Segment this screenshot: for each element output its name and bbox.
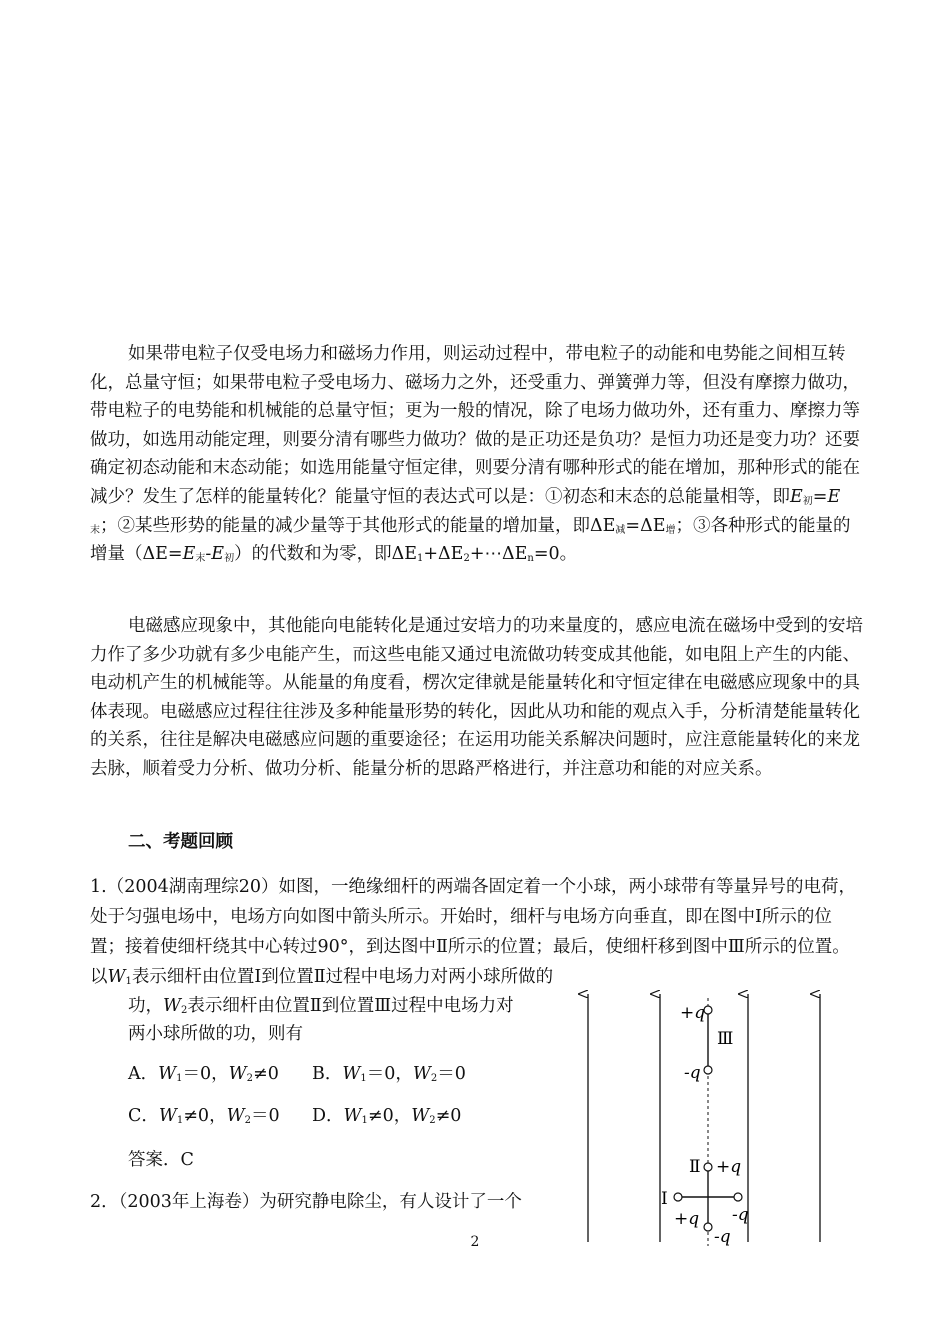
electric-field-figure xyxy=(570,990,850,1250)
charge-negative xyxy=(704,1066,712,1074)
var-sub: 2 xyxy=(429,1115,436,1126)
option-rel: ＝0， xyxy=(182,1064,229,1084)
var-sub: 2 xyxy=(181,1005,188,1016)
eq-sub: n xyxy=(527,553,534,565)
eq-delta-e: +⋯ΔE xyxy=(469,544,528,565)
eq-op: = xyxy=(625,515,641,536)
eq-tail: =0。 xyxy=(533,544,578,565)
eq-e: E xyxy=(827,486,841,507)
var-w: W xyxy=(342,1064,361,1084)
eq-delta-e: +ΔE xyxy=(423,544,464,565)
charge-negative xyxy=(704,1223,712,1231)
var-w: W xyxy=(411,1106,430,1126)
q1-text-a: 1.（2004湖南理综20）如图，一绝缘细杆的两端各固定着一个小球，两小球带有等量异号的电荷，处于匀强电场中，电场方向如图中箭头所示。开始时，细杆与电场方向垂直，即在图中Ⅰ所示的位置；接着使细杆绕其中心转过90°，到达图中Ⅱ所示的位置；最后，使细杆移到图中Ⅲ所示的位置。以 xyxy=(90,877,856,987)
option-rel: ＝0 xyxy=(250,1106,280,1126)
charge-positive xyxy=(674,1193,682,1201)
label-roman-2: Ⅱ xyxy=(689,1157,701,1177)
option-b xyxy=(312,1060,466,1088)
q1-line6-a: 功， xyxy=(128,996,163,1016)
eq-delta-e: ΔE xyxy=(590,515,616,536)
var-w: W xyxy=(343,1106,362,1126)
charge-positive xyxy=(704,1006,712,1014)
para1-text-1: 如果带电粒子仅受电场力和磁场力作用，则运动过程中，带电粒子的动能和电势能之间相互转化，总量守恒；如果带电粒子受电场力、磁场力之外，还受重力、弹簧弹力等，但没有摩擦力做功，带电粒子的电势能和机械能的总量守恒；更为一般的情况，除了电场力做功外，还有重力、摩擦力等做功，如选用动能定理，则要分清有哪些力做功？做的是正功还是负功？是恒力功还是变力功？还要确定初态动能和末态动能；如选用能量守恒定律，则要分清有哪种形式的能在增加，那种形式的能在减少？发生了怎样的能量转化？能量守恒的表达式可以是：①初态和末态的总能量相等，即 xyxy=(90,344,860,507)
label-roman-1: Ⅰ xyxy=(661,1189,668,1209)
para1-text-2: ；②某些形势的能量的减少量等于其他形式的能量的增加量，即 xyxy=(100,515,590,536)
label-plus-q: +q xyxy=(674,1209,700,1229)
answer: 答案．C xyxy=(128,1150,194,1170)
var-sub: 1 xyxy=(176,1073,183,1084)
charge-positive xyxy=(704,1163,712,1171)
option-rel: ≠0， xyxy=(367,1106,412,1126)
var-sub: 1 xyxy=(360,1073,367,1084)
charge-negative xyxy=(734,1193,742,1201)
eq-sub: 1 xyxy=(417,553,424,565)
section-heading: 二、考题回顾 xyxy=(128,832,233,852)
option-rel: ≠0 xyxy=(435,1106,462,1126)
var-w: W xyxy=(228,1064,247,1084)
label-minus-q: -q xyxy=(684,1063,701,1083)
option-letter: D． xyxy=(312,1106,344,1126)
var-sub: 2 xyxy=(244,1115,251,1126)
q1-line6-b: 表示细杆由位置Ⅱ到位置Ⅲ过程中电场力对 xyxy=(187,996,514,1016)
label-plus-q: +q xyxy=(680,1003,706,1023)
var-w: W xyxy=(226,1106,245,1126)
eq-e: E xyxy=(211,544,225,565)
eq-op: - xyxy=(205,544,212,565)
page-number: 2 xyxy=(470,1234,480,1250)
var-sub: 1 xyxy=(125,976,132,987)
question-1-text xyxy=(90,872,864,992)
option-letter: C． xyxy=(128,1106,159,1126)
option-c xyxy=(128,1102,280,1130)
option-rel: ≠0， xyxy=(183,1106,227,1126)
label-roman-3: Ⅲ xyxy=(717,1029,734,1049)
eq-e: E xyxy=(182,544,196,565)
label-minus-q: -q xyxy=(714,1227,731,1247)
q1-text-b: 表示细杆由位置Ⅰ到位置Ⅱ过程中电场力对两小球所做的 xyxy=(131,967,554,987)
para1-text-4: ）的代数和为零，即 xyxy=(234,544,392,565)
question-2-text: 2．（2003年上海卷）为研究静电除尘，有人设计了一个 xyxy=(90,1192,522,1212)
label-minus-q: -q xyxy=(732,1205,749,1225)
option-letter: A． xyxy=(128,1064,159,1084)
var-w: W xyxy=(158,1064,177,1084)
eq-sub: 增 xyxy=(665,524,676,536)
var-w: W xyxy=(163,996,181,1016)
eq-sub: 2 xyxy=(463,553,470,565)
option-d xyxy=(312,1102,461,1130)
var-sub: 2 xyxy=(430,1073,438,1084)
option-rel: ＝0， xyxy=(366,1064,413,1084)
paragraph-energy-conservation xyxy=(90,340,864,569)
eq-sub: 末 xyxy=(195,553,206,565)
var-w: W xyxy=(158,1106,177,1126)
question-1-line-6 xyxy=(128,992,514,1020)
eq-sub: 减 xyxy=(615,524,626,536)
option-rel: ＝0 xyxy=(437,1064,466,1084)
question-1-line-7: 两小球所做的功，则有 xyxy=(128,1024,303,1044)
var-sub: 1 xyxy=(176,1115,184,1126)
label-plus-q: +q xyxy=(716,1157,742,1177)
eq-delta-e: ΔE xyxy=(142,544,168,565)
eq-sub: 初 xyxy=(224,553,235,565)
eq-e: E xyxy=(790,486,803,507)
var-sub: 1 xyxy=(361,1115,368,1126)
eq-delta-e: ΔE xyxy=(640,515,666,536)
var-w: W xyxy=(107,967,126,987)
eq-op: = xyxy=(812,486,828,507)
var-sub: 2 xyxy=(246,1073,254,1084)
eq-op: = xyxy=(167,544,183,565)
var-w: W xyxy=(412,1064,431,1084)
eq-sub: 末 xyxy=(90,524,100,536)
para1-text-3: ；③各种形式的能量的增量（ xyxy=(90,515,851,565)
paragraph-electromagnetic-induction: 电磁感应现象中，其他能向电能转化是通过安培力的功来量度的，感应电流在磁场中受到的安培力作了多少功就有多少电能产生，而这些电能又通过电流做功转变成其他能，如电阻上产生的内能、电动机产生的机械能等。从能量的角度看，楞次定律就是能量转化和守恒定律在电磁感应现象中的具体表现。电磁感应过程往往涉及多种能量形势的转化，因此从功和能的观点入手，分析清楚能量转化的关系，往往是解决电磁感应问题的重要途径；在运用功能关系解决问题时，应注意能量转化的来龙去脉，顺着受力分析、做功分析、能量分析的思路严格进行，并注意功和能的对应关系。 xyxy=(90,616,863,779)
option-rel: ≠0 xyxy=(253,1064,279,1084)
option-letter: B． xyxy=(312,1064,343,1084)
option-a xyxy=(128,1060,279,1088)
eq-sub: 初 xyxy=(802,495,813,507)
eq-delta-e: ΔE xyxy=(391,544,417,565)
